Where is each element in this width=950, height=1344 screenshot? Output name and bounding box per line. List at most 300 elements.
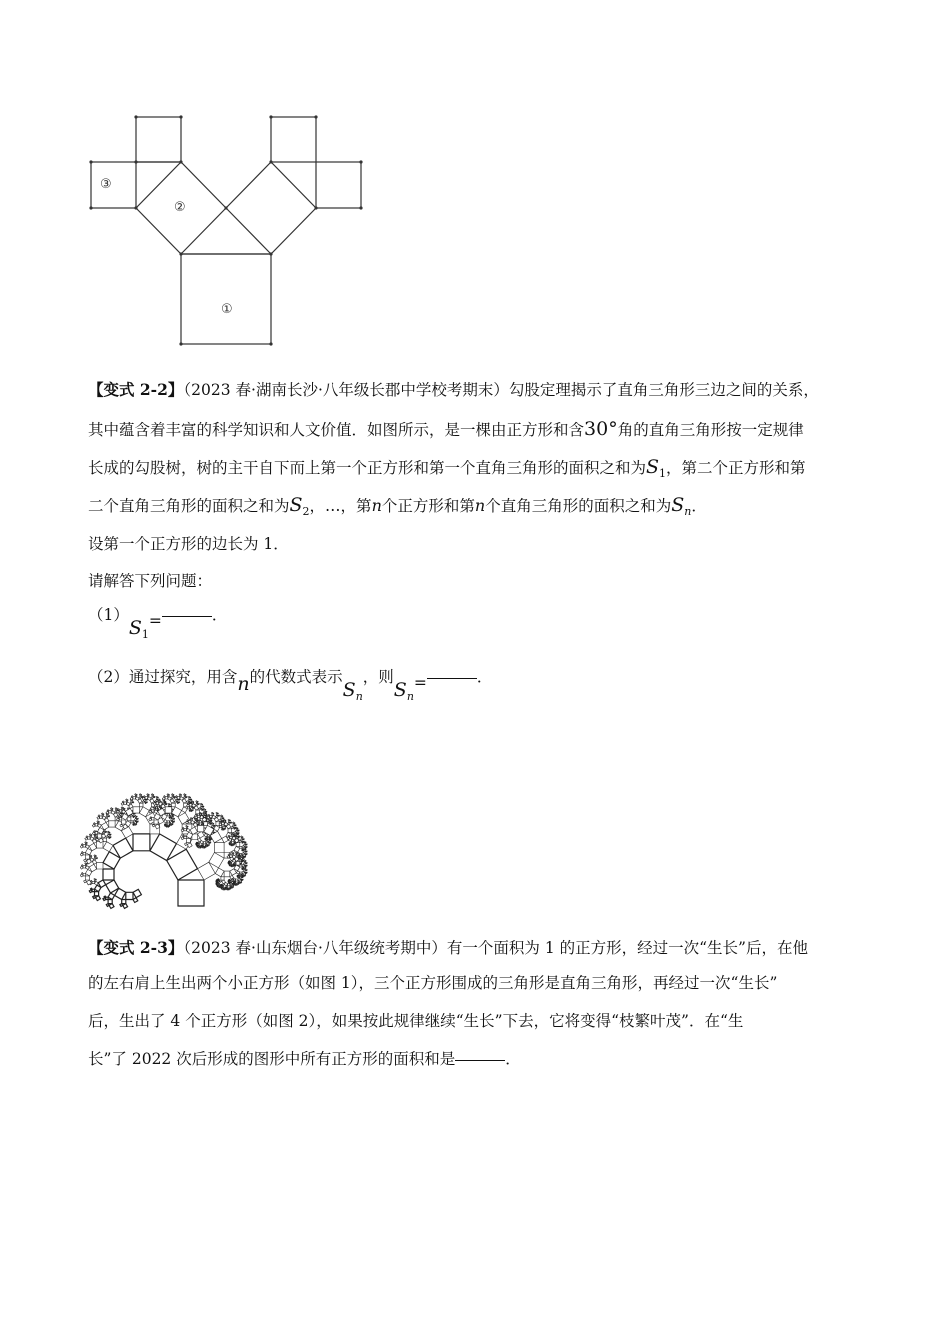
tree-square [167,814,169,816]
tree-square [240,865,242,867]
tree-square [223,819,224,820]
tree-square [190,797,191,798]
tree-square [182,827,184,829]
tree-square [206,847,207,848]
tree-square [120,904,123,907]
q2-answer-blank[interactable] [427,677,477,679]
tree-square [236,843,240,847]
variant23-answer-blank[interactable] [455,1059,505,1061]
tree-square [211,826,213,828]
tree-square [245,849,246,850]
tree-square [118,817,120,819]
tree-square [153,794,154,795]
tree-square [198,862,216,880]
tree-square [81,844,83,846]
tree-square [246,870,247,871]
q2-equals: = [413,674,427,692]
tree-square [109,817,110,818]
tree-square [85,863,87,865]
square-left-top [136,117,181,162]
tree-square [245,867,246,868]
tree-square [174,797,175,798]
tree-square [95,892,99,896]
tree-square [181,794,182,795]
tree-square [228,829,232,833]
tree-square [202,804,203,805]
tree-square [85,866,89,870]
tree-square [207,840,209,842]
tree-square [100,816,102,818]
tree-square [92,881,94,883]
tree-square [133,797,135,799]
tree-square [236,879,238,881]
tree-square [83,853,85,855]
tree-square [136,824,137,825]
tree-square [95,832,97,834]
variant22-line3b: ，第二个正方形和第 [666,459,806,477]
tree-square [154,820,158,824]
tree-square [112,808,113,809]
tree-square [226,889,227,890]
tree-square [210,815,212,817]
q1-answer-blank[interactable] [162,615,212,617]
tree-square [104,896,106,898]
tree-square [221,877,224,880]
tree-square [145,797,147,799]
tree-square [176,796,178,798]
tree-square [234,866,235,867]
tree-square [131,821,133,823]
tree-square [238,853,239,854]
tree-square [87,863,88,864]
tree-square [107,834,109,836]
tree-square [94,831,96,833]
tree-square [188,821,190,823]
tree-square [174,822,175,823]
tree-square [162,802,164,804]
tree-square [246,845,247,846]
tree-square [203,807,204,808]
tree-square [182,835,184,837]
square-1 [181,254,271,344]
tree-square [236,871,239,874]
variant22-line2 [88,418,804,440]
tree-square [172,824,173,825]
tree-square [154,797,155,798]
tree-square [236,836,238,838]
tree-square [123,904,128,909]
q1-s [129,617,149,639]
tree-square [233,853,234,854]
tree-square [97,858,98,859]
tree-square [81,865,83,867]
tree-square [242,837,243,838]
tree-square [119,818,121,820]
tree-square [205,809,206,810]
tree-square [196,814,198,816]
tree-square [160,800,161,801]
s2-symbol: S [289,494,303,516]
tree-square [222,822,224,824]
tree-square [158,797,159,798]
tree-square [124,808,125,809]
tree-square [130,802,132,804]
q2-number: （2） [88,668,129,686]
tree-square [119,810,121,812]
tree-square [165,797,167,799]
tree-square [246,854,247,855]
variant22-line2a: 其中蕴含着丰富的科学知识和人文价值．如图所示，是一棵由正方形和含 [88,421,585,439]
tree-square [147,803,148,804]
tree-square [242,877,243,878]
tree-square [133,834,150,851]
tree-square [107,810,109,812]
tree-square [222,887,223,888]
tree-square [179,803,180,804]
tree-square [96,879,97,880]
tree-square [115,808,117,810]
tree-square [225,829,226,830]
tree-square [173,816,174,817]
tree-square [209,845,210,846]
tree-square [199,804,200,805]
tree-square [109,821,115,827]
tree-square [207,818,208,819]
tree-square [164,820,167,823]
tree-square [239,856,240,857]
tree-square [122,820,126,824]
tree-square [184,797,186,799]
tree-square [220,818,222,820]
tree-square [93,896,96,899]
tree-square [133,889,141,897]
tree-square [96,896,101,901]
tree-square [165,807,171,813]
tree-square [150,817,152,819]
tree-square [97,863,103,869]
tree-square [230,836,232,838]
variant22-line3a: 长成的勾股树，树的主干自下而上第一个正方形和第一个直角三角形的面积之和为 [88,459,647,477]
tree-square [243,870,245,872]
tree-square [95,824,97,826]
tree-square [234,823,235,824]
q2-n-symbol: n [237,673,250,695]
tree-square [244,867,246,869]
tree-square [136,794,137,795]
tree-square [235,826,236,827]
tree-square [122,814,123,815]
sn-sub: n [684,505,692,518]
label-2: ② [174,200,186,215]
s1-sub: 1 [659,467,667,480]
tree-square [150,809,152,811]
q1-equals: = [148,612,162,630]
tree-square [230,889,231,890]
tree-square [178,880,204,906]
square-right-top [271,117,316,162]
variant22-line4b: ，…，第 [309,497,372,515]
tree-square [189,804,191,806]
tree-square [207,837,209,839]
variant22-line5: 设第一个正方形的边长为 1． [88,535,289,553]
tree-square [188,799,190,801]
tree-square [208,814,210,816]
tree-square [204,815,206,817]
variant22-line2b: 角的直角三角形按一定规律 [617,421,804,439]
tree-square [138,822,139,823]
tree-square [88,837,90,839]
tree-square [133,898,138,903]
s2-sub: 2 [302,505,310,518]
tree-square [106,832,107,833]
tree-square [219,816,220,817]
variant23-line4-end: ． [505,1050,521,1068]
q2-text-c: ，则 [362,668,394,686]
tree-square [206,812,207,813]
tree-square [198,821,199,822]
q2-s2-symbol: S [393,679,407,701]
tree-square [173,794,174,795]
tree-square [214,843,224,853]
q2-sn-2 [394,679,414,701]
tree-square [232,833,234,835]
tree-square [234,882,235,883]
tree-square [215,868,224,877]
tree-square [243,851,245,853]
variant22-source: （2023 春·湖南长沙·八年级长郡中学校考期末） [183,381,509,399]
tree-square [228,835,230,837]
tree-square [185,794,186,795]
tree-square [205,813,206,814]
tree-square [122,900,126,904]
q1-s-sub: 1 [141,628,149,641]
tree-square [198,815,200,817]
tree-square [81,873,83,875]
tree-square [85,837,88,840]
tree-square [246,847,247,848]
tree-square [211,819,212,820]
tree-square [187,820,189,822]
tree-square [228,854,230,856]
tree-square [235,830,237,832]
tree-square [239,837,240,838]
tree-square [186,839,190,843]
tree-square [151,797,153,799]
tree-square [234,885,235,886]
tree-square [123,808,124,809]
tree-square [98,815,100,817]
tree-square [85,855,89,859]
tree-square [172,803,176,807]
variant22-line4e: ． [691,497,707,515]
n-symbol-2: n [474,496,486,515]
variant23-tag: 【变式 2-3】 [88,938,184,957]
question-2 [88,665,493,703]
tree-square [122,801,124,803]
tree-square [240,839,242,841]
tree-square [141,794,142,795]
tree-square [89,834,91,836]
tree-square [192,818,193,819]
q2-s1-sub: n [355,690,363,703]
tree-square [103,869,114,880]
tree-square [95,881,99,885]
square-right-side [316,162,361,208]
tree-square [209,837,210,838]
tree-square [210,843,211,844]
tree-square [236,827,238,829]
tree-square [136,816,137,817]
tree-square [96,856,97,857]
tree-square [167,821,169,823]
tree-square [236,855,238,857]
tree-square [237,828,238,829]
tree-square [191,800,192,801]
tree-square [238,834,239,835]
tree-square [133,803,134,804]
tree-square [231,881,233,883]
q2-sn-1 [343,679,363,701]
variant23-source: （2023 春·山东烟台·八年级统考期中） [183,939,447,957]
tree-square [156,802,158,804]
tree-square [207,816,208,817]
tree-square [228,884,230,886]
tree-square [218,813,219,814]
tree-square [234,845,235,846]
variant22-line3 [88,456,806,480]
tree-square [245,842,246,843]
tree-square [92,824,95,827]
variant23-line4-text: 长”了 2022 次后形成的图形中所有正方形的面积和是 [88,1050,456,1068]
tree-square [245,860,246,861]
tree-square [94,858,96,860]
tree-square [245,876,246,877]
tree-square [242,855,243,856]
tree-square [193,801,194,802]
tree-square [164,796,166,798]
tree-square [109,832,110,833]
q2-text-b: 的代数式表示 [249,668,343,686]
tree-square [169,826,170,827]
tree-square [86,836,88,838]
variant22-tag: 【变式 2-2】 [88,380,184,399]
tree-square [241,864,242,865]
tree-square [170,804,171,805]
square-3 [91,162,136,208]
q1-end: ． [211,606,228,624]
tree-square [127,800,128,801]
question-1 [88,603,228,641]
tree-square [201,813,202,814]
square-right-tilted [226,162,316,254]
tree-square [242,880,243,881]
tree-square [225,820,226,821]
variant23-line4 [88,1047,521,1069]
pythagoras-squares-figure [80,108,380,353]
tree-square [204,834,207,837]
tree-square [230,855,232,857]
tree-square [243,858,244,859]
tree-square [187,826,188,827]
tree-square [238,838,239,839]
tree-square [109,904,114,909]
variant22-line4d: 个直角三角形的面积之和为 [485,497,672,515]
tree-square [186,797,187,798]
tree-square [85,876,89,880]
tree-square [108,893,115,900]
tree-square [126,892,133,899]
tree-square [222,816,223,817]
tree-square [188,803,190,805]
tree-square [152,818,154,820]
tree-square [97,837,98,838]
tree-square [204,822,208,826]
tree-square [177,797,179,799]
tree-square [103,842,113,852]
tree-square [169,794,170,795]
tree-square [80,853,83,856]
tree-square [91,856,92,857]
variant22-line4a: 二个直角三角形的面积之和为 [88,497,290,515]
tree-square [110,837,111,838]
variant23-line1 [88,936,808,958]
tree-square [143,796,145,798]
tree-square [224,871,230,877]
tree-square [195,821,197,823]
tree-square [243,840,244,841]
tree-square [243,844,245,846]
tree-square [99,821,100,822]
tree-square [246,852,247,853]
q1-s-symbol: S [128,617,142,639]
tree-square [174,819,175,820]
tree-square [83,845,85,847]
tree-square [108,900,112,904]
tree-square [165,803,166,804]
tree-square [80,845,83,848]
tree-square [171,819,173,821]
tree-square [135,814,136,815]
tree-square [85,845,89,849]
tree-square [84,880,87,883]
variant22-line1 [88,378,819,400]
tree-square [245,857,246,858]
tree-square [87,842,88,843]
tree-square [246,863,247,864]
tree-square [171,797,173,799]
tree-square [193,810,194,811]
tree-square [83,874,85,876]
tree-square [241,883,242,884]
tree-square [121,803,124,806]
variant22-line4c: 个正方形和第 [381,497,475,515]
tree-square [109,811,111,813]
tree-square [149,794,150,795]
tree-square [184,836,186,838]
variant22-line4 [88,494,707,518]
tree-square [230,820,231,821]
pythagoras-tree-figure [80,712,310,917]
variant23-line2: 的左右肩上生出两个小正方形（如图 1），三个正方形围成的三角形是直角三角形，再经过一次“生长” [88,974,778,992]
tree-square [233,887,234,888]
tree-square [91,835,92,836]
tree-square [236,861,240,865]
tree-square [111,808,113,810]
tree-square [233,879,234,880]
tree-square [124,802,126,804]
tree-square [232,825,234,827]
variant23-line1-text: 有一个面积为 1 的正方形，经过一次“生长”后，在他 [446,939,808,957]
